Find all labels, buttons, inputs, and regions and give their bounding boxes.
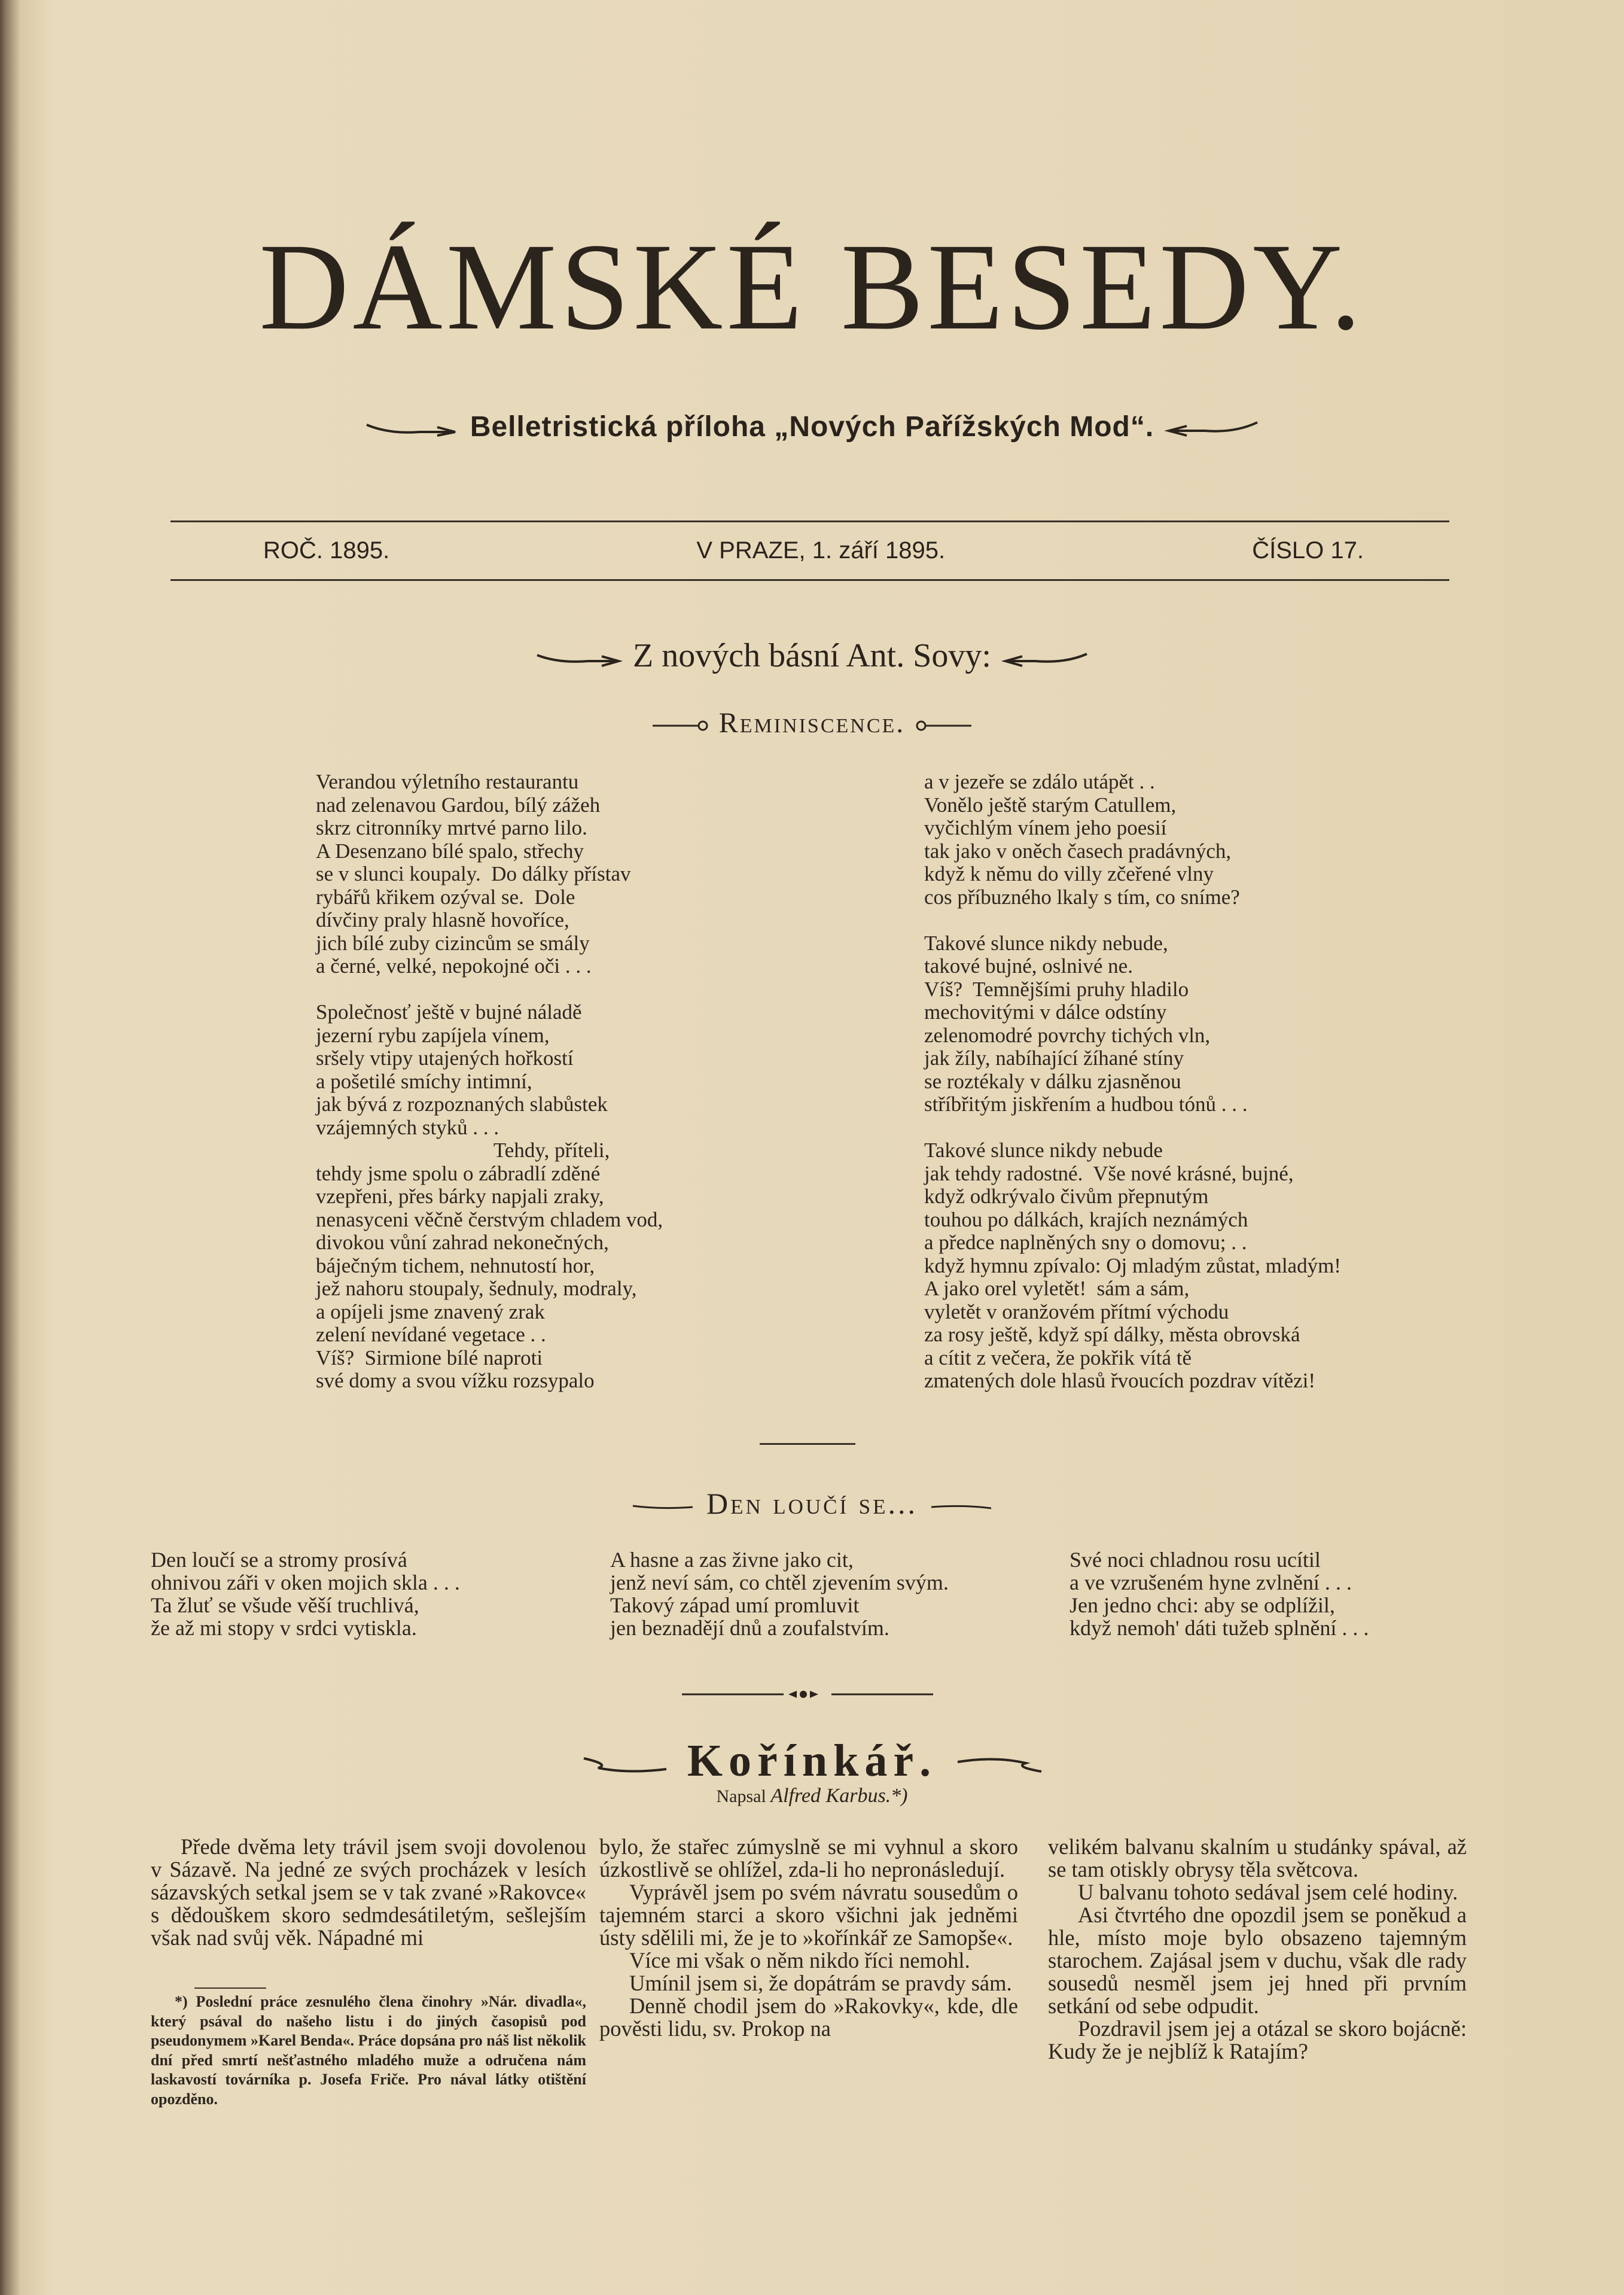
byline-prefix: Napsal: [716, 1786, 766, 1806]
left-ornament-icon: [365, 416, 461, 440]
ornamental-divider-icon: [682, 1687, 933, 1702]
right-ornament-icon: [914, 720, 974, 732]
korinkar-heading: [0, 1736, 1624, 1786]
paragraph: Pozdravil jsem jej a otázal se skoro bojácně: Kudy že je nejblíž k Ratajím?: [1048, 2016, 1467, 2063]
paragraph: bylo, že stařec zúmyslně se mi vyhnul a skoro úzkostlivě se ohlížel, zda-li ho nepronásledují.: [599, 1834, 1018, 1882]
issue-number: ČÍSLO 17.: [1252, 537, 1364, 564]
section-divider: [760, 1443, 855, 1445]
paragraph: velikém balvanu skalním u studánky spával, až se tam otiskly obrysy těla světcova.: [1048, 1834, 1467, 1882]
paragraph: Přede dvěma lety trávil jsem svoji dovolenou v Sázavě. Na jedné ze svých procházek v lesích sázavských setkal jsem se v tak zvané »Rakovce« s dědouškem skoro sedmdesátiletým, sešlejším však nad svůj věk. Nápadné mi: [151, 1834, 586, 1950]
den-louci-heading: [0, 1489, 1624, 1518]
den-louci-heading-text: Den loučí se...: [706, 1487, 918, 1520]
poem-title-row: [0, 709, 1624, 738]
paragraph: Asi čtvrtého dne opozdil jsem se poněkud a hle, místo moje bylo obsazeno tajemným starochem. Zajásal jsem v duchu, však dle rady sousedů nesměl jsem jej hned při prvním setkání od sebe odpudit.: [1048, 1903, 1467, 2018]
poem-right-column: a v jezeře se zdálo utápět . . Vonělo ještě starým Catullem, vyčichlým vínem jeho poesií tak jako v oněch časech pradávných, když k němu do villy zčeřené vlny cos příbuzného lkaly s tím, co sníme? Takové slunce nikdy nebude, takové bujné, oslnivé ne. Víš? Temnějšími pruhy hladilo mechovitými v dálce odstíny zelenomodré povrchy tichých vln, jak žíly, nabíhající žíhané stíny se roztékaly v dálku zjasněnou stříbřitým jiskřením a hudbou tónů . . . Takové slunce nikdy nebude jak tehdy radostné. Vše nové krásné, bujné, když odkrývalo čivům přepnutým touhou po dálkách, krajích neznámých a předce naplněných sny o domovu; . . když hymnu zpívalo: Oj mladým zůstat, mladým! A jako orel vyletět! sám a sám, vyletět v oranžovém přítmí východu za rosy ještě, když spí dálky, města obrovská a cítit z večera, že pokřik vítá tě zmatených dole hlasů řvoucích pozdrav vítězi!: [924, 770, 1341, 1392]
paragraph: U balvanu tohoto sedával jsem celé hodiny.: [1078, 1880, 1458, 1904]
issue-line: [263, 538, 1364, 562]
korinkar-column-1: [151, 1836, 586, 1949]
poems-heading-text: Z nových básní Ant. Sovy:: [633, 637, 991, 674]
issue-place-date: V PRAZE, 1. září 1895.: [696, 537, 946, 564]
korinkar-footnote: *) Poslední práce zesnulého člena činohry »Nár. divadla«, který psával do našeho listu i do jiných časopisů pod pseudonymem »Karel Benda«. Práce dopsána pro náš list několik dní před smrtí nešťastného mladého muže a odručena nám laskavostí továrníka p. Josefa Friče. Pro nával látky otištění opozděno.: [151, 1993, 586, 2108]
issue-rule-top: [170, 521, 1449, 522]
poems-heading: [0, 639, 1624, 672]
subtitle-text: Belletristická příloha „Nových Pařížských Mod“.: [470, 411, 1154, 443]
paragraph: Více mi však o něm nikdo říci nemohl.: [629, 1948, 970, 1973]
left-ornament-icon: [535, 648, 624, 669]
left-ornament-icon: [650, 720, 710, 732]
korinkar-heading-text: Kořínkář.: [687, 1736, 937, 1786]
left-ornament-icon: [630, 1501, 696, 1513]
den-louci-stanza-3: Své noci chladnou rosu ucítil a ve vzrušeném hyne zvlnění . . . Jen jedno chci: aby se odplížil, když nemoh' dáti tužeb splnění . . .: [1070, 1548, 1369, 1640]
right-ornament-icon: [1163, 416, 1259, 440]
masthead-title: DÁMSKÉ BESEDY.: [259, 218, 1365, 355]
den-louci-stanza-1: Den loučí se a stromy prosívá ohnivou záři v oken mojich skla . . . Ta žluť se všude věší truchlivá, že až mi stopy v srdci vytiskla.: [151, 1548, 460, 1640]
masthead-subtitle: [0, 413, 1624, 442]
korinkar-column-3: [1048, 1836, 1467, 2063]
poem-left-column: Verandou výletního restaurantu nad zelenavou Gardou, bílý zážeh skrz citronníky mrtvé parno lilo. A Desenzano bílé spalo, střechy se v slunci koupaly. Do dálky přístav rybářů křikem ozýval se. Dole dívčiny praly hlasně hovoříce, jich bílé zuby cizincům se smály a černé, velké, nepokojné oči . . . Společnosť ještě v bujné náladě jezerní rybu zapíjela vínem, sršely vtipy utajených hořkostí a pošetilé smíchy intimní, jak bývá z rozpoznaných slabůstek vzájemných styků . . . Tehdy, příteli, tehdy jsme spolu o zábradlí zděné vzepřeni, přes bárky napjali zraky, nenasyceni věčně čerstvým chladem vod, divokou vůní zahrad nekonečných, báječným tichem, nehnutostí hor, jež nahoru stoupaly, šednuly, modraly, a opíjeli jsme znavený zrak zelení nevídané vegetace . . Víš? Sirmione bílé naproti své domy a svou vížku rozsypalo: [316, 770, 663, 1392]
den-louci-stanza-2: A hasne a zas živne jako cit, jenž neví sám, co chtěl zjevením svým. Takový západ umí promluvit jen beznadějí dnů a zoufalstvím.: [610, 1548, 949, 1640]
right-ornament-icon: [928, 1501, 994, 1513]
issue-year: ROČ. 1895.: [263, 537, 390, 564]
right-ornament-icon: [1000, 648, 1089, 669]
paragraph: Umínil jsem si, že dopátrám se pravdy sám.: [629, 1971, 1012, 1995]
poem-title: Reminiscence.: [718, 707, 906, 739]
byline-author: Alfred Karbus.*): [770, 1785, 908, 1807]
footnote-rule: [194, 1987, 266, 1989]
korinkar-column-2: [599, 1836, 1018, 2040]
left-ornament-icon: [580, 1754, 670, 1777]
korinkar-byline: [0, 1786, 1624, 1806]
right-ornament-icon: [954, 1754, 1044, 1777]
issue-rule-bottom: [170, 579, 1449, 581]
paragraph: Vyprávěl jsem po svém návratu sousedům o tajemném starci a skoro všichni jak jedněmi ústy sdělili mi, že je to »kořínkář ze Samopše«.: [599, 1880, 1018, 1950]
paragraph: Denně chodil jsem do »Rakovky«, kde, dle pověsti lidu, sv. Prokop na: [599, 1993, 1018, 2041]
